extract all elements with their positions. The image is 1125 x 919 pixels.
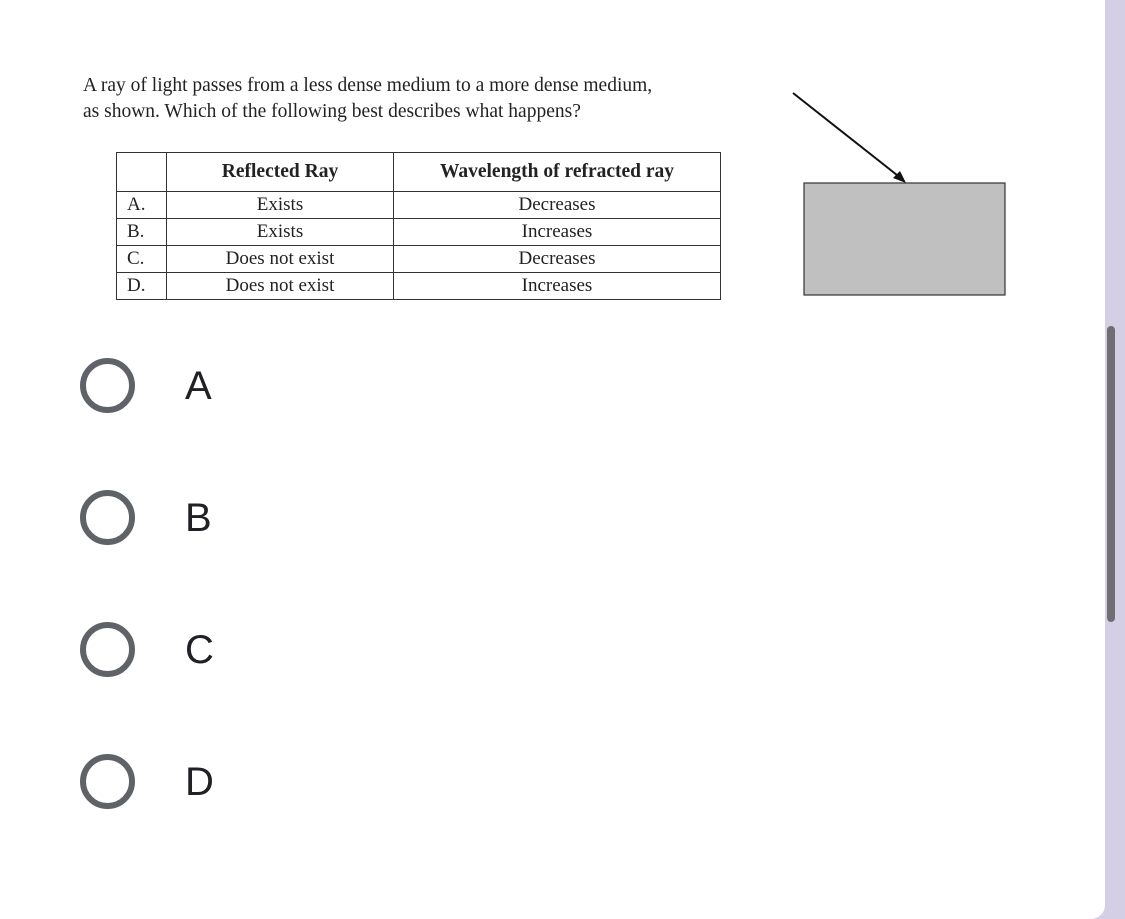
refraction-diagram	[780, 80, 1020, 305]
question-line-1: A ray of light passes from a less dense medium to a more dense medium,	[83, 75, 653, 96]
row-letter: D.	[117, 273, 167, 300]
option-d-label: D	[185, 760, 214, 804]
option-a[interactable]	[80, 358, 380, 428]
question-line-2: as shown. Which of the following best describes what happens?	[83, 101, 581, 122]
table-row	[117, 219, 721, 246]
radio-d[interactable]	[80, 754, 135, 809]
incident-ray	[793, 93, 902, 179]
option-c-label: C	[185, 628, 214, 672]
header-letter	[117, 153, 167, 192]
scrollbar-thumb[interactable]	[1107, 326, 1115, 622]
header-reflected-ray: Reflected Ray	[167, 153, 394, 192]
table-row	[117, 192, 721, 219]
row-reflected: Does not exist	[167, 273, 394, 300]
row-reflected: Exists	[167, 192, 394, 219]
answer-table	[116, 152, 721, 300]
radio-b[interactable]	[80, 490, 135, 545]
table-row	[117, 273, 721, 300]
row-wavelength: Decreases	[394, 246, 721, 273]
row-wavelength: Increases	[394, 273, 721, 300]
option-b[interactable]	[80, 490, 380, 560]
question-text	[83, 73, 763, 125]
row-letter: C.	[117, 246, 167, 273]
option-a-label: A	[185, 364, 212, 408]
row-reflected: Exists	[167, 219, 394, 246]
radio-a[interactable]	[80, 358, 135, 413]
header-wavelength: Wavelength of refracted ray	[394, 153, 721, 192]
table-row	[117, 246, 721, 273]
dense-medium-block	[804, 183, 1005, 295]
option-c[interactable]	[80, 622, 380, 692]
answer-table-header-row	[117, 153, 721, 192]
row-wavelength: Increases	[394, 219, 721, 246]
option-d[interactable]	[80, 754, 380, 824]
option-b-label: B	[185, 496, 212, 540]
row-reflected: Does not exist	[167, 246, 394, 273]
row-wavelength: Decreases	[394, 192, 721, 219]
radio-c[interactable]	[80, 622, 135, 677]
row-letter: B.	[117, 219, 167, 246]
row-letter: A.	[117, 192, 167, 219]
